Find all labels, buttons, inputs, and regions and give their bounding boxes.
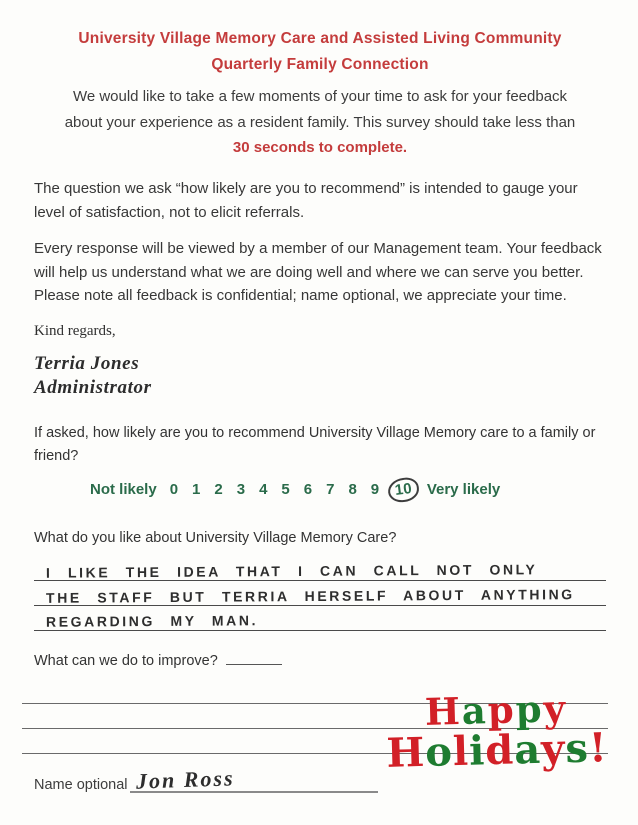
holiday-letter: o xyxy=(424,728,454,776)
holiday-word-holidays xyxy=(369,724,625,777)
scale-value-5: 5 xyxy=(281,480,290,498)
signoff-name: Terria Jones xyxy=(34,352,140,374)
scale-left-label: Not likely xyxy=(90,481,157,498)
scale-value-0: 0 xyxy=(169,480,179,498)
holiday-letter: i xyxy=(468,727,486,775)
signoff-regards: Kind regards, xyxy=(34,322,116,339)
scale-value-9: 9 xyxy=(370,480,380,498)
scale-value-4: 4 xyxy=(259,480,268,498)
rating-scale xyxy=(84,478,606,502)
holiday-letter: d xyxy=(484,726,515,775)
answer-line xyxy=(34,581,606,606)
holiday-letter: p xyxy=(515,686,545,732)
holiday-letter: y xyxy=(540,725,567,773)
holiday-letter: a xyxy=(461,688,489,733)
holiday-letter: s xyxy=(564,724,590,773)
answer-line xyxy=(34,556,606,581)
answer-line xyxy=(34,606,606,631)
holiday-letter: ! xyxy=(588,724,609,772)
scale-right-label: Very likely xyxy=(426,481,501,498)
document-title-line2: Quarterly Family Connection xyxy=(211,56,429,73)
holiday-letter: H xyxy=(424,688,463,734)
document-title-line1: University Village Memory Care and Assisted Living Community xyxy=(78,30,562,47)
holiday-letter: l xyxy=(452,727,470,776)
improve-blank-underline xyxy=(226,651,282,665)
paragraph-management: Every response will be viewed by a member of our Management team. Your feedback will help us understand what we are doing well and where we can serve you better. Please note all feedback is confidential; name optional, we appreciate your time. xyxy=(34,240,602,304)
scale-value-3: 3 xyxy=(236,480,246,498)
intro-text-line2: about your experience as a resident family. This survey should take less than xyxy=(64,114,576,131)
name-signature-line xyxy=(130,765,378,793)
document-header xyxy=(34,26,606,160)
recommend-question: If asked, how likely are you to recommend University Village Memory care to a family or friend? xyxy=(34,424,596,464)
scale-value-8: 8 xyxy=(348,480,357,498)
handwritten-answer-text: I LIKE THE IDEA THAT I CAN CALL NOT ONLY xyxy=(45,560,538,581)
scale-value-6: 6 xyxy=(303,480,313,498)
like-question: What do you like about University Village Memory Care? xyxy=(34,529,397,546)
improve-question-row xyxy=(34,651,606,669)
name-signature-value: Jon Ross xyxy=(135,765,235,794)
scale-value-7: 7 xyxy=(326,480,335,498)
like-answer-lines xyxy=(34,556,606,631)
name-optional-label: Name optional xyxy=(34,777,128,793)
scale-value-1: 1 xyxy=(192,480,201,498)
handwritten-answer-text: REGARDING MY MAN. xyxy=(45,611,259,630)
intro-highlight: 30 seconds to complete. xyxy=(232,139,408,156)
name-optional-row xyxy=(34,765,378,793)
holiday-letter: p xyxy=(487,687,517,733)
paragraph-gauge: The question we ask “how likely are you to recommend” is intended to gauge your level of satisfaction, not to elicit referrals. xyxy=(34,180,578,221)
handwritten-answer-text: THE STAFF BUT TERRIA HERSELF ABOUT ANYTHING xyxy=(45,585,575,606)
holiday-letter: H xyxy=(385,728,426,777)
happy-holidays-graphic xyxy=(368,686,625,777)
intro-text-line1: We would like to take a few moments of your time to ask for your feedback xyxy=(72,88,568,105)
improve-question: What can we do to improve? xyxy=(34,652,218,669)
holiday-letter: y xyxy=(542,686,568,731)
scale-values xyxy=(163,478,421,502)
signoff-role: Administrator xyxy=(34,376,152,398)
scale-value-10: 10 xyxy=(387,476,420,504)
holiday-letter: a xyxy=(513,725,542,774)
scale-value-2: 2 xyxy=(214,480,223,498)
